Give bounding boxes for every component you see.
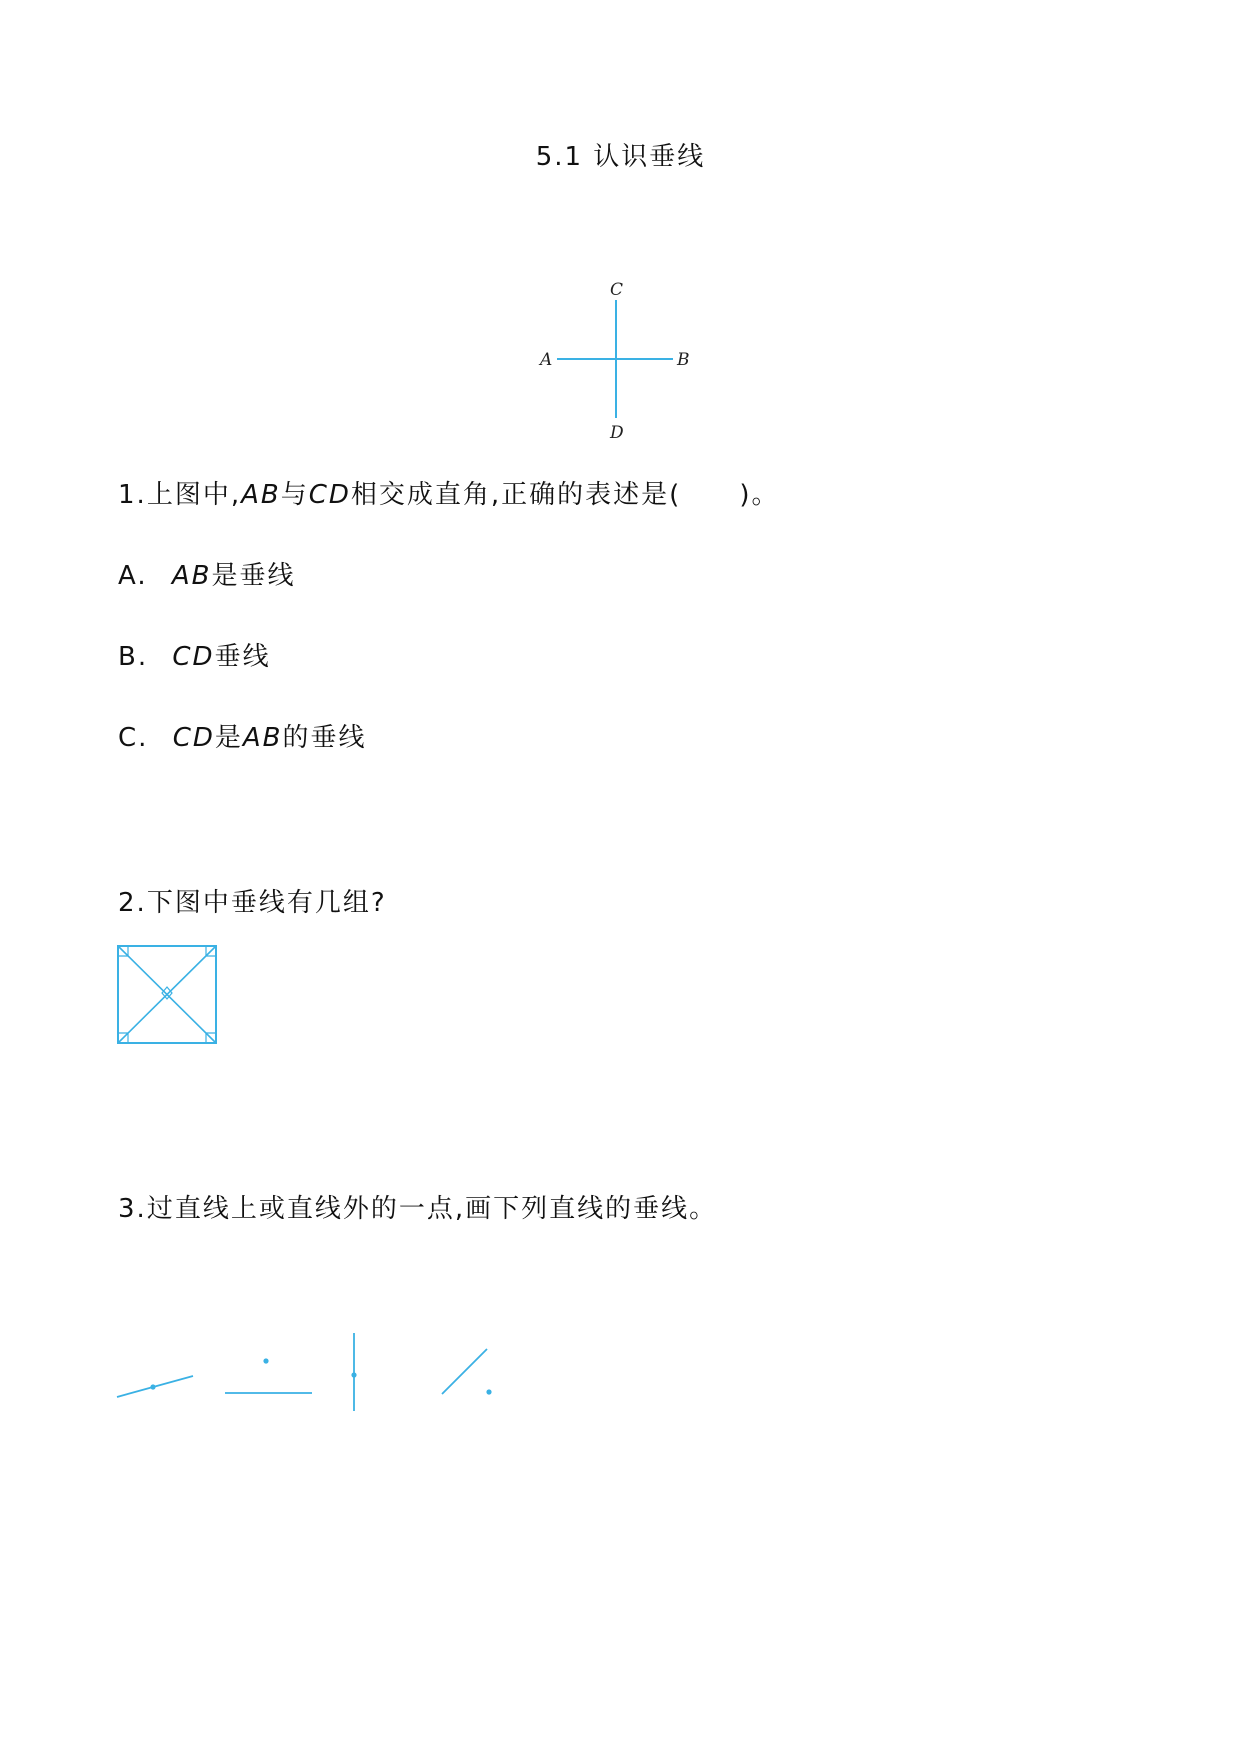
exercise-2: [225, 1358, 312, 1393]
exercise-4-line: [442, 1349, 487, 1394]
question-1-number: 1.: [118, 480, 147, 510]
page-title: 5.1 认识垂线: [535, 142, 706, 172]
label-b: B: [677, 350, 690, 370]
perpendicular-drawing-exercises: [110, 1325, 510, 1425]
exercise-1-point: [150, 1384, 155, 1389]
exercise-1: [117, 1376, 193, 1397]
exercise-2-point: [263, 1358, 268, 1363]
label-a: A: [540, 350, 553, 370]
option-c-letter: C.: [118, 723, 149, 753]
question-1-text-2: 与: [280, 480, 309, 510]
question-1: [118, 474, 779, 511]
exercise-4-point: [486, 1389, 491, 1394]
label-c: C: [610, 280, 624, 300]
question-1-ab: AB: [241, 480, 281, 510]
option-b-text: 垂线: [214, 642, 271, 672]
question-1-cd: CD: [308, 480, 351, 510]
option-a[interactable]: [118, 555, 296, 592]
option-b-letter: B.: [118, 642, 149, 672]
square-diagonals-figure: [116, 944, 220, 1046]
perpendicular-lines-figure: [530, 270, 710, 445]
question-2-text: 下图中垂线有几组?: [146, 888, 387, 918]
question-2: [118, 882, 387, 919]
question-1-text-3: 相交成直角,正确的表述是(: [350, 480, 682, 510]
option-c-text-1: 是: [214, 723, 243, 753]
option-c-text-2: 的垂线: [282, 723, 367, 753]
question-3: [118, 1188, 717, 1225]
option-c-ab: AB: [242, 723, 283, 753]
question-3-number: 3.: [118, 1194, 147, 1224]
exercise-3: [351, 1333, 356, 1411]
exercise-4: [442, 1349, 492, 1395]
option-b[interactable]: [118, 636, 271, 673]
option-a-ab: AB: [171, 561, 212, 591]
option-a-text: 是垂线: [211, 561, 296, 591]
option-a-letter: A.: [118, 561, 148, 591]
question-2-number: 2.: [118, 888, 147, 918]
question-1-text-1: 上图中,: [146, 480, 242, 510]
label-d: D: [610, 423, 624, 443]
exercise-3-point: [351, 1372, 356, 1377]
option-c-cd: CD: [172, 723, 215, 753]
option-b-cd: CD: [172, 642, 215, 672]
option-c[interactable]: [118, 717, 367, 754]
question-1-text-4: )。: [739, 480, 780, 510]
question-3-text: 过直线上或直线外的一点,画下列直线的垂线。: [146, 1194, 718, 1224]
